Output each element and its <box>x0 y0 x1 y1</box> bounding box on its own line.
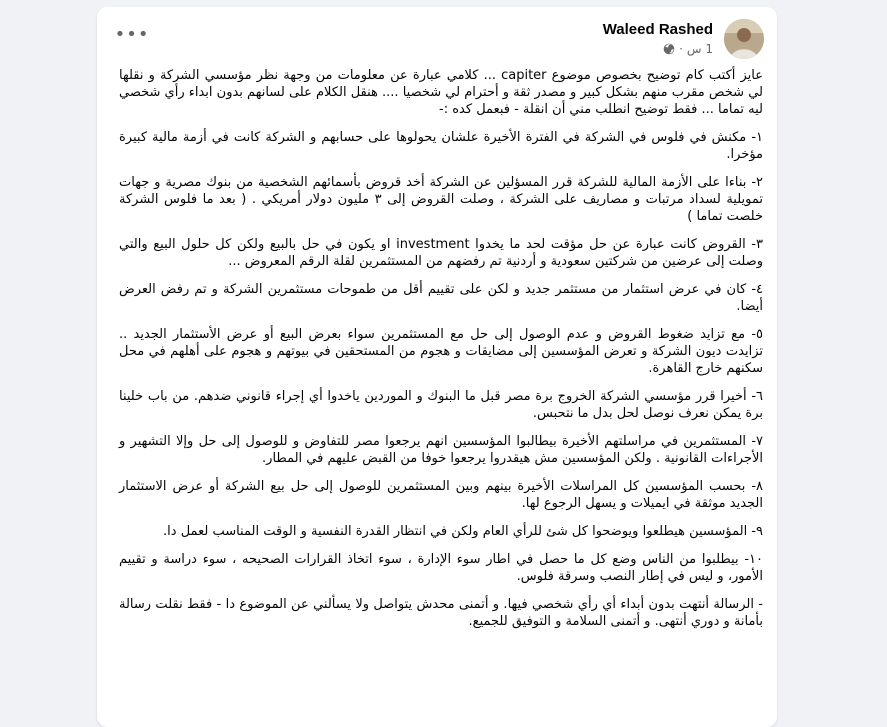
post-body <box>97 67 777 641</box>
post-paragraph-6: ٦- أخيرا قرر مؤسسي الشركة الخروج برة مصر قبل ما البنوك و الموردين ياخدوا أي إجراء قانوني ضدهم. من باب خلينا برة يمكن نعرف نوصل لحل بدل ما نتحبس. <box>119 389 763 421</box>
more-options-icon[interactable]: ••• <box>114 23 150 45</box>
author-avatar[interactable] <box>724 19 764 59</box>
post-paragraph-2: ٢- بناءا على الأزمة المالية للشركة قرر المسؤلين عن الشركة أخد قروض بأسمائهم الشخصية من بنوك مصرية و جهات تمويلية لسداد مرتبات و مصاريف على الشركة ، وصلت القروض إلى ٣ مليون دولار أمريكي . ( بعد ما فلوس الشركة خلصت تماما ) <box>119 175 763 224</box>
post-paragraph-5: ٥- مع تزايد ضغوط القروض و عدم الوصول إلى حل مع المستثمرين سواء بعرض البيع أو عرض الأستثمار الجديد .. تزايدت ديون الشركة و تعرض المؤسسين إلى مضايقات و هجوم من المستحقين في بيوتهم و هجوم على أهلهم في محل سكنهم خارج القاهرة. <box>119 327 763 376</box>
post-paragraph-closing: - الرسالة أنتهت بدون أبداء أي رأي شخصي فيها. و أتمنى محدش يتواصل ولا يسألني عن الموضوع دا - فقط نقلت رسالة بأمانة و دوري أنتهى. و أتمنى السلامة و التوفيق للجميع. <box>119 597 763 629</box>
post-paragraph-10: ١٠- بيطلبوا من الناس وضع كل ما حصل في اطار سوء الإدارة ، سوء اتخاذ القرارات الصحيحه ، سوء دراسة و تقييم الأمور، و ليس في إطار النصب وسرقة فلوس. <box>119 552 763 584</box>
author-name[interactable]: Waleed Rashed <box>602 21 713 38</box>
post-card <box>97 7 777 727</box>
post-meta <box>663 42 713 56</box>
post-paragraph-8: ٨- بحسب المؤسسين كل المراسلات الأخيرة بينهم وبين المستثمرين للوصول إلى حل بيع الشركة أو عرض الاستثمار الجديد موثقة في ايميلات و يسهل الرجوع لها. <box>119 479 763 511</box>
avatar-image <box>724 19 764 59</box>
meta-separator: · <box>679 42 683 56</box>
post-paragraph-9: ٩- المؤسسين هيطلعوا ويوضحوا كل شئ للرأي العام ولكن في انتظار القدرة النفسية و الوقت المناسب لعمل دا. <box>163 524 763 539</box>
post-paragraph-7: ٧- المستثمرين في مراسلتهم الأخيرة بيطالبوا المؤسسين انهم يرجعوا مصر للتفاوض و للوصول إلى حل وإلا التشهير و الأجراءات القانونية . ولكن المؤسسين مش هيقدروا يرجعوا خوفا من القبض عليهم في المطار. <box>119 434 763 466</box>
post-paragraph-3: ٣- القروض كانت عبارة عن حل مؤقت لحد ما يخدوا investment او يكون في حل بالبيع ولكن كل حلول البيع والتي وصلت إلى عرضين من شركتين سعودية و أردنية تم رفضهم من المستثمرين لقلة الرقم المعروض ... <box>119 237 763 269</box>
post-paragraph-intro: عايز أكتب كام توضيح بخصوص موضوع capiter ... كلامي عبارة عن معلومات من وجهة نظر مؤسسي الشركة و نقلها لي شخص مقرب منهم بشكل كبير و مصدر ثقة و أحترام لي شخصيا .... هنقل الكلام على لسانهم بدون ابداء رأي شخصي ليه تماما ... فقط توضيح انطلب مني أن انقلة - فبعمل كده :- <box>119 68 763 117</box>
post-paragraph-4: ٤- كان في عرض استثمار من مستثمر جديد و لكن على تقييم أقل من طموحات مستثمرين الشركة و تم رفض العرض أيضا. <box>119 282 763 314</box>
post-time[interactable]: 1 س <box>686 42 713 56</box>
post-paragraph-1: ١- مكنش في فلوس في الشركة في الفترة الأخيرة علشان يحولوها على حسابهم و الشركة كانت في أزمة مالية كبيرة مؤخرا. <box>119 130 763 162</box>
globe-icon[interactable] <box>663 43 675 55</box>
post-header <box>97 7 777 69</box>
